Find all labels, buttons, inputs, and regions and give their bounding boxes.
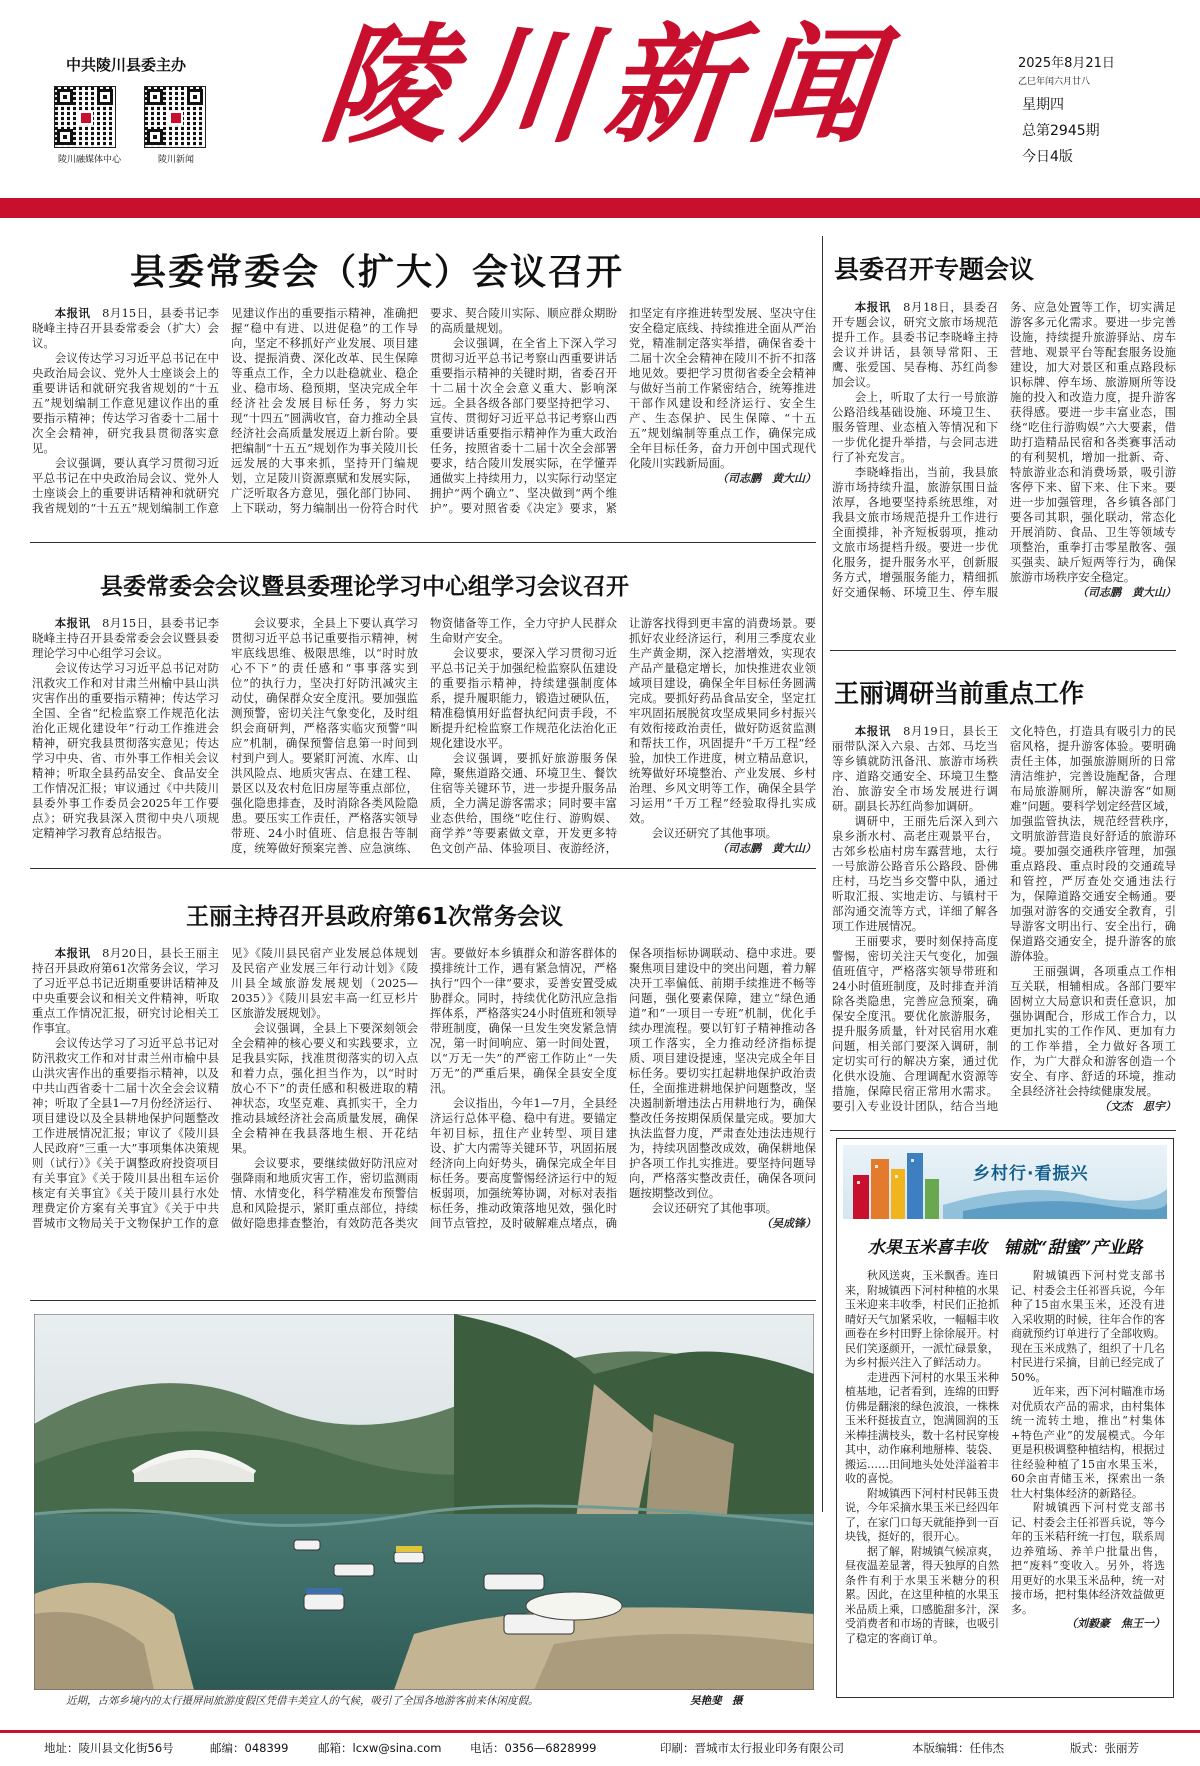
footer-postcode: 邮编：048399: [210, 1741, 289, 1755]
rule-a4: [830, 1130, 1176, 1131]
headline-a4: 王丽调研当前重点工作: [834, 679, 1085, 708]
paragraph: 走进西下河村的水果玉米种植基地，记者看到，连绵的田野仿佛是翻滚的绿色波浪，一株株玉米秆挺拔直立，饱满圆润的玉米棒挂满枝头，数十名村民穿梭其中，动作麻利地掰棒、装袋、搬运……田间地头处处洋溢着丰收的喜悦。: [845, 1370, 999, 1485]
paragraph: 会议强调，在全省上下深入学习贯彻习近平总书记考察山西重要讲话重要指示精神的关键时期，省委召开十二届十次全会意义重大、影响深远。全县各级各部门要坚持把学习、宣传、贯彻好习近平总书记考察山西重要讲话重要指示精神作为重大政治任务，按照省委十二届十次全会部署要求，结合陵川发展实际，在学懂弄通做实上持续用力，以实际行动坚定拥护“两个确立”、坚决做到“两个维护”。要对照省委《决定》要求，紧扣坚定有序推进转型发展、坚决守住安全稳定底线、持续推进全面从严治党，精准制定落实举措，确保省委十二届十次全会精神在陵川不折不扣落地见效。要把学习贯彻省委全会精神与做好当前工作紧密结合，统筹推进干部作风建设和经济运行、安全生产、生态保护、民生保障、“十五五”规划编制等重点工作，确保完成全年目标任务，奋力开创中国式现代化陵川实践新局面。: [430, 306, 816, 515]
paragraph: 会议传达学习习近平总书记在中央政治局会议、党外人士座谈会上的重要讲话和就研究我省规划的“十五五”规划编制工作意见建议作出的重要指示精神；传达学习省委十二届十次全会精神，研究我县贯彻落实意见。: [32, 351, 219, 455]
article-a5-body: [32, 946, 816, 1294]
masthead: [0, 0, 1200, 200]
rule-a1: [30, 542, 816, 543]
lunar-date: 乙巳年闰六月廿八: [1018, 77, 1091, 87]
footer-editor: 本版编辑：任伟杰: [912, 1741, 1004, 1755]
paragraph: 8月15日，县委书记李晓峰主持召开县委常委会（扩大）会议。: [32, 306, 219, 350]
rule-a5: [30, 1300, 816, 1301]
paragraph: 会议要求，要继续做好防汛应对强降雨和地质灾害工作，密切监测雨情、水情变化，科学精准发布预警信息和风险提示，紧盯重点部位，持续做好隐患排查整治，有效防范各类灾害。要做好本乡镇群众和游客群体的摸排统计工作，遇有紧急情况，严格执行“四个一律”要求，妥善安置受威胁群众。同时，持续优化防汛应急指挥体系，严格落实24小时值班和领导带班制度，确保一旦发生突发紧急情况，第一时间响应、第一时间处置，以“万无一失”的严密工作防止“一失万无”的严重后果，确保全县安全度汛。: [231, 946, 617, 1230]
rule-a3: [30, 868, 816, 869]
feature-box: [836, 1138, 1174, 1698]
masthead-info: [1018, 52, 1115, 166]
column-label: 乡村行·看振兴: [973, 1164, 1089, 1184]
dateline: 本报讯: [854, 300, 892, 314]
weekday: 星期四: [1022, 97, 1064, 113]
article-a4-body: [832, 724, 1176, 1124]
paragraph: 李晓峰指出，当前，我县旅游市场持续升温，旅游氛围日益浓厚，各地要坚持系统思维，对我县文旅市场规范提升工作进行全面摸排，补齐短板弱项，推动文旅市场提档升级。要进一步优化服务，提升服务水平，创新服务方式，增强服务能力，精细抓好交通保畅、环境卫生、停车服务、应急处置等工作，切实满足游客多元化需求。要进一步完善设施，持续提升旅游驿站、房车营地、观景平台等配套服务设施建设，加大对景区和重点路段标识标牌、停车场、旅游厕所等设施的投入和改造力度，提升游客获得感。要进一步丰富业态，围绕“吃住行游购娱”六大要素，借助打造精品民宿和各类赛事活动的有利契机，增加一批新、奇、特旅游业态和消费场景，吸引游客停下来、留下来、住下来。要进一步加强管理，各乡镇各部门要各司其职，强化联动，常态化开展消防、食品、卫生等领域专项整治，重拳打击零星散客、强买强卖、缺斤短两等行为，确保旅游市场秩序安全稳定。: [832, 300, 1176, 599]
byline: （文杰 思宇）: [1099, 1100, 1176, 1113]
column-divider: [822, 236, 823, 1512]
headline-a5: 王丽主持召开县政府第61次常务会议: [186, 904, 564, 930]
qr1-caption: 陵川融媒体中心: [58, 155, 122, 165]
newspaper-title: 陵川新闻: [314, 11, 898, 161]
footer-designer: 版式：张丽芳: [1070, 1741, 1139, 1755]
footer-address: 地址：陵川县文化街56号: [44, 1741, 174, 1755]
paragraph: 会议传达学习了习近平总书记对防汛救灾工作和对甘肃兰州市榆中县山洪灾害作出的重要指示精神，以及中共山西省委十二届十次全会会议精神；听取了全县1—7月份经济运行、项目建设以及全县耕地保护问题整改工作进展情况汇报；审议了《陵川县人民政府“三重一大”事项集体决策规则（试行）》《关于调整政府投资项目有关事宜》《关于陵川县出租车运价核定有关事宜》《关于陵川县行水处理费定价方案有关事宜》《关于中共晋城市文物局关于文物保护工作的意见》《陵川县民宿产业发展总体规划及民宿产业发展三年行动计划》《陵川县全域旅游发展规划（2025—2035）》《陵川县宏丰高一红豆杉片区旅游发展规划》。: [32, 946, 418, 1230]
paragraph: 会议指出，今年1—7月，全县经济运行总体平稳、稳中有进。要锚定年初目标，扭住产业转型、项目建设、扩大内需等关键环节，巩固拓展经济向上向好势头，确保完成全年目标任务。要高度警惕经济运行中的短板弱项，加强统筹协调，对标对表指标任务，推动政策落地见效，强化时间节点管控，及时破解难点堵点，确保各项指标协调联动、稳中求进。要聚焦项目建设中的突出问题，着力解决开工率偏低、前期手续推进不畅等问题，强化要素保障，建立“绿色通道”和“一项目一专班”机制，优化手续办理流程。要以钉钉子精神推动各项工作落实，全力推动经济指标提质、项目建设提速，坚决完成全年目标任务。要切实扛起耕地保护政治责任，全面推进耕地保护问题整改，坚决遏制新增违法占用耕地行为，确保整改任务按期保质保量完成。要加大执法监督力度，严肃查处违法违规行为，持续巩固整改成效，确保耕地保护各项工作扎实推进。要坚持问题导向，严格落实整改责任，确保各项问题按期整改到位。: [430, 946, 816, 1230]
paragraph: 会议强调，要认真学习贯彻习近平总书记在中央政治局会议、党外人士座谈会上的重要讲话精神和就研究我省规划的“十五五”规划编制工作意见建议作出的重要指示精神，准确把握“稳中有进、以进促稳”的工作导向，坚定不移抓好产业发展、项目建设、提振消费、深化改革、民生保障等重点工作，全力以赴稳就业、稳企业、稳市场、稳预期，坚决完成全年经济社会发展目标任务，努力实现“十四五”圆满收官，奋力推动全县经济社会高质量发展迈上新台阶。要把编制“十五五”规划作为事关陵川长远发展的大事来抓，坚持开门编规划，立足陵川资源禀赋和发展实际，广泛听取各方意见，强化部门协同、上下联动，努力编制出一份符合时代要求、契合陵川实际、顺应群众期盼的高质量规划。: [32, 306, 617, 515]
paragraph: 附城镇西下河村村民韩玉贵说，今年采摘水果玉米已经四年了，在家门口每天就能挣到一百块钱，挺好的，很开心。: [845, 1486, 999, 1543]
article-a3-body: [32, 616, 816, 862]
paragraph: 会议还研究了其他事项。: [651, 826, 778, 840]
paragraph: 会议强调，要抓好旅游服务保障，聚焦道路交通、环境卫生、餐饮住宿等关键环节，进一步提升服务品质，全力满足游客需求；同时要丰富业态供给，围绕“吃住行、游购娱、商学养”等要素做文章，开发更多特色文创产品、体验项目、夜游经济，让游客找得到更丰富的消费场景。要抓好农业经济运行，利用三季度农业生产黄金期，深入挖潜增效，实现农产品产量稳定增长，加快推进农业领域项目建设，确保全年目标任务圆满完成。要抓好药品食品安全，坚定扛牢巩固拓展脱贫攻坚成果同乡村振兴有效衔接政治责任，做好防返贫监测和帮扶工作，巩固提升“千万工程”经验，加快工作进度，树立精品意识，统筹做好环境整治、产业发展、乡村治理、乡风文明等工作，确保全县学习运用“千万工程”经验取得扎实成效。: [430, 616, 816, 855]
dateline: 本报讯: [54, 306, 91, 320]
paragraph: 会议要求，全县上下要认真学习贯彻习近平总书记重要指示精神，树牢底线思维、极限思维，以“时时放心不下”的责任感和“事事落实到位”的执行力，坚决打好防汛减灾主动仗，确保群众安全度汛。要加强监测预警，密切关注气象变化，及时组织会商研判，严格落实临灾预警“叫应”机制，确保预警信息第一时间到村到户到人。要紧盯河流、水库、山洪风险点、地质灾害点、在建工程、景区以及农村危旧房屋等重点部位，强化隐患排查，及时消除各类风险隐患。要压实工作责任，严格落实领导带班、24小时值班、信息报告等制度，统筹做好预案完善、应急演练、物资储备等工作，全力守护人民群众生命财产安全。: [231, 616, 617, 855]
byline: （司志鹏 黄大山）: [717, 472, 816, 485]
footer-phone: 电话：0356—6828999: [470, 1741, 597, 1755]
issue-date: 2025年8月21日: [1018, 56, 1115, 71]
paragraph: 王丽要求，要时刻保持高度警惕，密切关注天气变化，加强值班值守，严格落实领导带班和24小时值班制度，及时排查并消除各类隐患，完善应急预案，确保安全度汛。要优化旅游服务，提升服务质量，针对民宿用水难问题，相关部门要深入调研，制定切实可行的解决方案，通过优化供水设施、合理调配水资源等措施，保障民宿正常用水需求。要引入专业设计团队，结合当地文化特色，打造具有吸引力的民宿风格，提升游客体验。要明确责任主体，加强旅游厕所的日常清洁维护，完善设施配备，合理布局旅游厕所，解决游客“如厕难”问题。要科学划定经营区域，加强监管执法，规范经营秩序，文明旅游营造良好舒适的旅游环境。要加强交通秩序管理，加强重点路段、重点时段的交通疏导和管控，严厉查处交通违法行为，保障道路交通安全畅通。要加强对游客的交通安全教育，引导游客文明出行、安全出行，确保道路交通安全，提升游客的旅游体验。: [832, 724, 1176, 1113]
dateline: 本报讯: [54, 946, 91, 960]
paragraph: 会议传达学习习近平总书记对防汛救灾工作和对甘肃兰州榆中县山洪灾害作出的重要指示精神；传达学习全国、全省“纪检监察工作规范化法治化正规化建设年”行动工作推进会精神，研究我县贯彻落实意见；传达学习中央、省、市外事工作相关会议精神；听取全县药品安全、食品安全工作情况汇报；审议通过《中共陵川县委外事工作委员会2025年工作要点》；研究我县深入贯彻中央八项规定精神学习教育总结报告。: [32, 661, 219, 840]
paragraph: 8月18日，县委召开专题会议，研究文旅市场规范提升工作。县委书记李晓峰主持会议并讲话，县领导常阳、王鹰、张爱国、吴春梅、苏红尚参加会议。: [832, 300, 998, 389]
article-a1-body: [32, 306, 816, 536]
column-banner: [843, 1145, 1167, 1219]
news-photo[interactable]: [34, 1314, 814, 1690]
photo-credit: 吴艳斐 摄: [690, 1695, 743, 1707]
paragraph: 8月15日，县委书记李晓峰主持召开县委常委会会议暨县委理论学习中心组学习会议。: [32, 616, 219, 660]
qr-code-media-center[interactable]: [54, 86, 116, 148]
paragraph: 8月20日，县长王丽主持召开县政府第61次常务会议，学习了习近平总书记近期重要讲话精神及中央重要会议和相关文件精神，听取重点工作情况汇报，研究讨论相关工作事宜。: [32, 946, 219, 1035]
paragraph: 近年来，西下河村瞄准市场对优质农产品的需求，由村集体统一流转土地，推出“村集体+特色产业”的发展模式。今年更是积极调整种植结构，根据过往经验种植了15亩水果玉米，60余亩青储玉米，探索出一条壮大村集体经济的新路径。: [1011, 1385, 1165, 1500]
headline-a6: 水果玉米喜丰收 铺就“甜蜜”产业路: [867, 1238, 1143, 1258]
footer-printer: 印刷：晋城市太行报业印务有限公司: [660, 1741, 844, 1755]
paragraph: 附城镇西下河村党支部书记、村委会主任祁晋兵说，今年种了15亩水果玉米，还没有进入采收期的时候，往年合作的客商就预约订单进行了全部收购。现在玉米成熟了，组织了十几名村民进行采摘，目前已经完成了50%。: [1011, 1269, 1165, 1384]
article-a6-body: [845, 1269, 1165, 1693]
qr2-caption: 陵川新闻: [158, 155, 195, 165]
dateline: 本报讯: [54, 616, 91, 630]
paragraph: 调研中，王丽先后深入到六泉乡浙水村、高老庄观景平台，古郊乡松庙村房车露营地，太行一号旅游公路音乐公路段、卧佛庄村，马圪当乡交警中队，通过听取汇报、实地走访、与镇村干部沟通交流等方式，详细了解各项工作进展情况。: [832, 814, 998, 933]
headline-a2: 县委召开专题会议: [834, 255, 1035, 284]
paragraph: 会上，听取了太行一号旅游公路沿线基础设施、环境卫生、服务管理、业态植入等情况和下一步优化提升举措，与会同志进行了补充发言。: [832, 390, 998, 464]
headline-a1: 县委常委会（扩大）会议召开: [130, 252, 625, 293]
article-a2-body: [832, 300, 1176, 644]
byline: （刘毅豪 焦王一）: [1066, 1617, 1165, 1630]
footer-red-rule: [0, 1730, 1200, 1733]
paragraph: 会议还研究了其他事项。: [651, 1201, 778, 1215]
paragraph: 附城镇西下河村党支部书记、村委会主任祁晋兵说，等今年的玉米秸秆统一打包，联系周边养殖场、养羊户批量出售，把“废料”变收入。另外，将选用更好的水果玉米品种，统一对接市场，把村集体经济效益做更多。: [1011, 1501, 1165, 1616]
paragraph: 会议强调，全县上下要深刻领会全会精神的核心要义和实践要求，立足我县实际，找准贯彻落实的切入点和着力点，强化担当作为，以“时时放心不下”的责任感和积极进取的精神状态，攻坚克难、真抓实干，全力推动县域经济社会高质量发展，确保全会精神在我县落地生根、开花结果。: [231, 1021, 418, 1155]
paragraph: 8月19日，县长王丽带队深入六泉、古郊、马圪当等乡镇就防汛备汛、旅游市场秩序、道路交通安全、环境卫生整治、旅游安全市场发展进行调研。副县长苏红尚参加调研。: [832, 724, 998, 813]
footer: [0, 1740, 1200, 1760]
byline: （司志鹏 黄大山）: [717, 842, 816, 855]
paragraph: 秋风送爽，玉米飘香。连日来，附城镇西下河村种植的水果玉米迎来丰收季，村民们正抢抓晴好天气加紧采收，一幅幅丰收画卷在乡村田野上徐徐展开。村民们笑逐颜开，一派忙碌景象，为乡村振兴注入了鲜活动力。: [845, 1269, 999, 1369]
byline: （吴成锋）: [761, 1217, 816, 1230]
lake-scenery-image: [34, 1314, 814, 1690]
paragraph: 王丽强调，各项重点工作相互关联，相辅相成。各部门要牢固树立大局意识和责任意识，加强协调配合，形成工作合力，以更加扎实的工作作风、更加有力的工作举措，全力做好各项工作，为广大群众和游客创造一个安全、有序、舒适的环境，推动全县经济社会持续健康发展。: [1010, 964, 1176, 1098]
issue-number: 总第2945期: [1022, 123, 1100, 139]
footer-email[interactable]: 邮箱：lcxw@sina.com: [318, 1741, 442, 1755]
page-count: 今日4版: [1022, 149, 1073, 165]
headline-a3: 县委常委会会议暨县委理论学习中心组学习会议召开: [100, 574, 629, 600]
masthead-red-bar: [0, 198, 1200, 218]
paragraph: 据了解，附城镇气候凉爽，昼夜温差显著，得天独厚的自然条件有利于水果玉米糖分的积累。因此，在这里种植的水果玉米品质上乘，口感脆甜多汁，深受消费者和市场的青睐，也吸引了稳定的客商订单。: [845, 1544, 999, 1645]
dateline: 本报讯: [854, 724, 892, 738]
photo-caption: 近期，古郊乡境内的太行摄屏间旅游度假区凭借丰美宜人的气候，吸引了全国各地游客前来休闲度假。: [66, 1695, 539, 1707]
qr-code-news[interactable]: [144, 86, 206, 148]
organizer-label: 中共陵川县委主办: [66, 56, 187, 74]
byline: （司志鹏 黄大山）: [1077, 586, 1176, 599]
paragraph: 会议要求，要深入学习贯彻习近平总书记关于加强纪检监察队伍建设的重要指示精神，持续建强制度体系，提升履职能力，锻造过硬队伍，精准稳慎用好监督执纪问责手段，不断提升纪检监察工作规范化法治化正规化建设水平。: [430, 646, 617, 750]
rule-a2: [830, 650, 1176, 651]
